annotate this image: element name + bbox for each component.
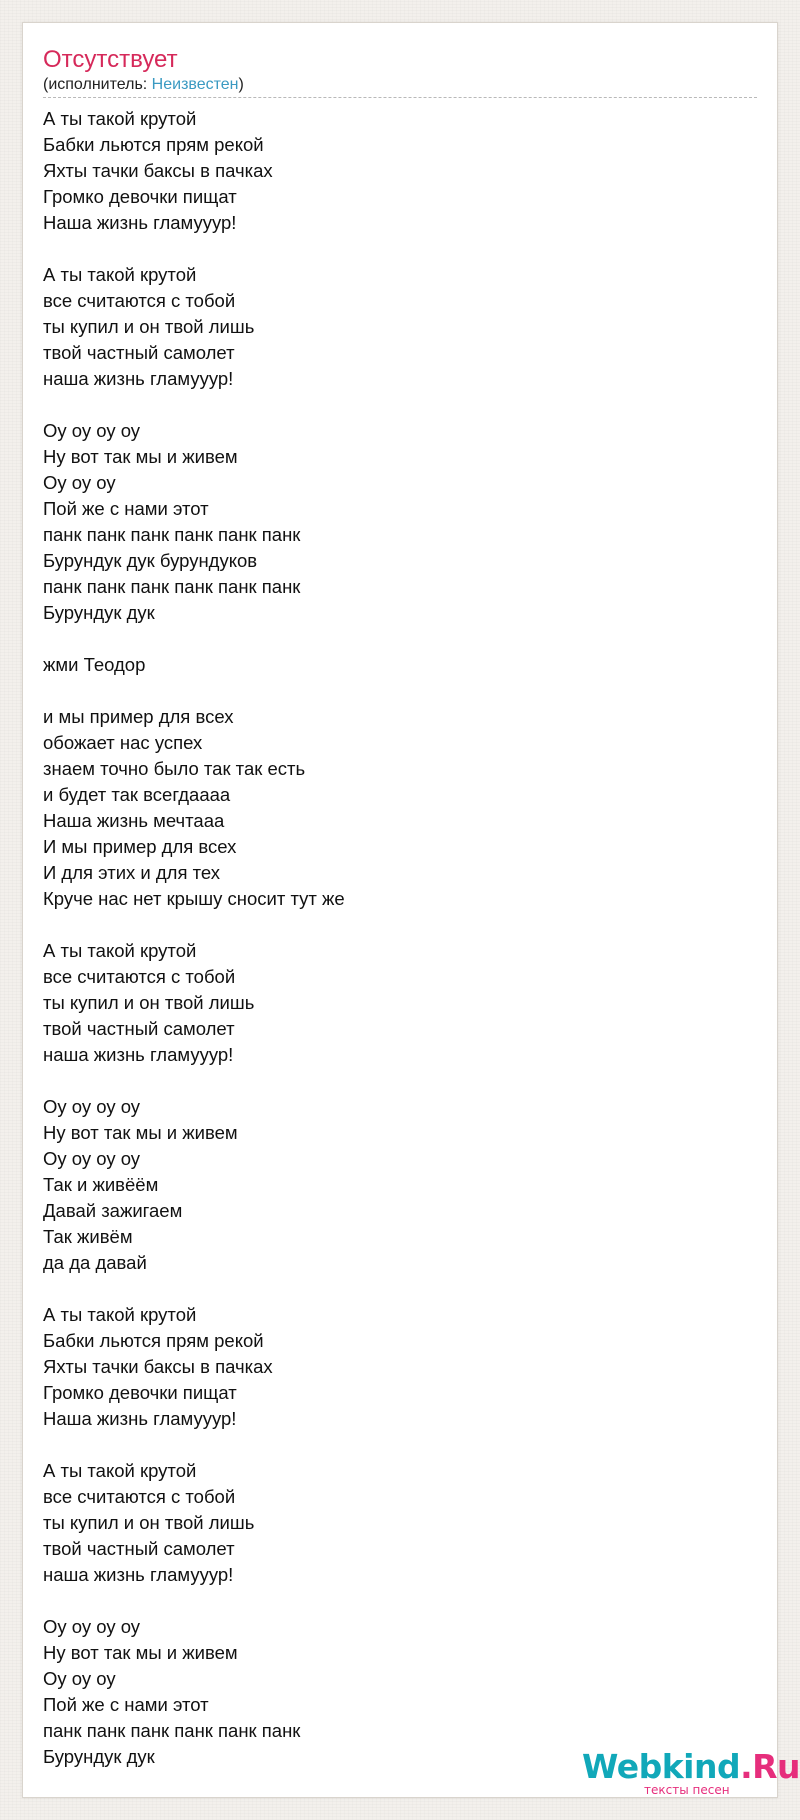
artist-line <box>43 75 757 98</box>
lyrics-text: А ты такой крутой Бабки льются прям рекой Яхты тачки баксы в пачках Громко девочки пищат Наша жизнь гламууур! А ты такой крутой все считаются с тобой ты купил и он твой лишь твой частный самолет наша жизнь гламууур! Оу оу оу оу Ну вот так мы и живем Оу оу оу Пой же с нами этот панк панк панк панк панк панк Бурундук дук бурундуков панк панк панк панк панк панк Бурундук дук жми Теодор и мы пример для всех обожает нас успех знаем точно было так так есть и будет так всегдаааа Наша жизнь мечтааа И мы пример для всех И для этих и для тех Круче нас нет крышу сносит тут же А ты такой крутой все считаются с тобой ты купил и он твой лишь твой частный самолет наша жизнь гламууур! Оу оу оу оу Ну вот так мы и живем Оу оу оу оу Так и живёём Давай зажигаем Так живём да да давай А ты такой крутой Бабки льются прям рекой Яхты тачки баксы в пачках Громко девочки пищат Наша жизнь гламууур! А ты такой крутой все считаются с тобой ты купил и он твой лишь твой частный самолет наша жизнь гламууур! Оу оу оу оу Ну вот так мы и живем Оу оу оу Пой же с нами этот панк панк панк панк панк панк Бурундук дук <box>43 108 345 1767</box>
song-header <box>43 45 757 98</box>
logo-suffix: .Ru <box>740 1747 800 1786</box>
webkind-logo <box>582 1747 800 1803</box>
artist-link[interactable]: Неизвестен <box>151 76 239 93</box>
logo-tagline: тексты песен <box>644 1783 730 1797</box>
artist-prefix: (исполнитель: <box>43 76 152 93</box>
artist-suffix: ) <box>238 76 244 93</box>
logo-brand: Webkind <box>582 1747 741 1786</box>
song-title: Отсутствует <box>43 46 178 73</box>
lyrics-card <box>22 22 778 1798</box>
logo-wordmark <box>582 1747 800 1787</box>
